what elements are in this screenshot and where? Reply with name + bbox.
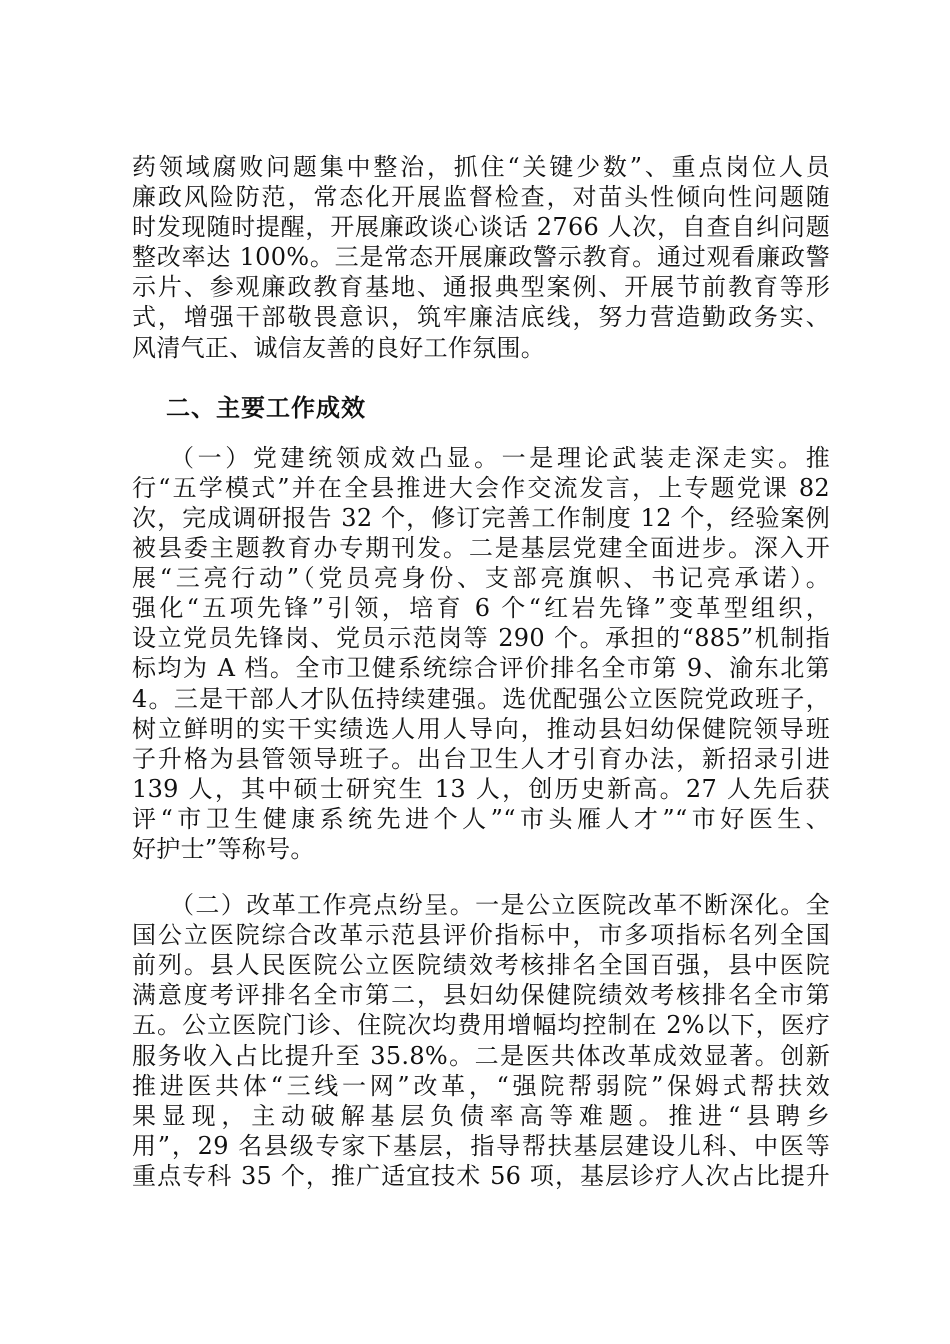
text-line: 好护士”等称号。 [132, 834, 315, 863]
text-line: 整改率达 100%。三是常态开展廉政警示教育。通过观看廉政警 [132, 243, 830, 272]
text-line: 五。公立医院门诊、住院次均费用增幅均控制在 2%以下，医疗 [132, 1011, 830, 1040]
section-heading: 二、主要工作成效 [166, 393, 366, 422]
text-line: 时发现随时提醒，开展廉政谈心谈话 2766 人次，自查自纠问题 [132, 213, 830, 242]
paragraph-continuation [132, 152, 830, 363]
text-line: 标均为 A 档。全市卫健系统综合评价排名全市第 9、渝东北第 [132, 654, 830, 683]
text-line: 服务收入占比提升至 35.8%。二是医共体改革成效显著。创新 [132, 1041, 830, 1070]
text-line: 国公立医院综合改革示范县评价指标中，市多项指标名列全国 [132, 921, 830, 950]
text-line: （二）改革工作亮点纷呈。一是公立医院改革不断深化。全 [170, 891, 830, 920]
text-line: 前列。县人民医院公立医院绩效考核排名全国百强，县中医院 [132, 951, 830, 980]
text-line: 重点专科 35 个，推广适宜技术 56 项，基层诊疗人次占比提升 [132, 1161, 830, 1190]
text-line: 果显现，主动破解基层负债率高等难题。推进“县聘乡 [132, 1101, 830, 1130]
text-line: 139 人，其中硕士研究生 13 人，创历史新高。27 人先后获 [132, 774, 830, 803]
text-line: 评“市卫生健康系统先进个人”“市头雁人才”“市好医生、 [132, 804, 830, 833]
text-line: 推进医共体“三线一网”改革，“强院帮弱院”保姆式帮扶效 [132, 1071, 830, 1100]
text-line: 用”，29 名县级专家下基层，指导帮扶基层建设儿科、中医等 [132, 1131, 830, 1160]
paragraph-gap [132, 423, 830, 443]
text-line: 廉政风险防范，常态化开展监督检查，对苗头性倾向性问题随 [132, 183, 830, 212]
text-line: 药领域腐败问题集中整治，抓住“关键少数”、重点岗位人员 [132, 153, 830, 181]
text-line: 展“三亮行动”（党员亮身份、支部亮旗帜、书记亮承诺）。 [132, 564, 830, 593]
text-line: 式，增强干部敬畏意识，筑牢廉洁底线，努力营造勤政务实、 [132, 303, 830, 332]
text-line: 被县委主题教育办专期刊发。二是基层党建全面进步。深入开 [132, 534, 830, 563]
text-line: 满意度考评排名全市第二，县妇幼保健院绩效考核排名全市第 [132, 981, 830, 1010]
text-line: 风清气正、诚信友善的良好工作氛围。 [132, 333, 546, 362]
paragraph-party-building [132, 443, 830, 864]
text-line: 4。三是干部人才队伍持续建强。选优配强公立医院党政班子， [132, 684, 830, 713]
text-line: 示片、参观廉政教育基地、通报典型案例、开展节前教育等形 [132, 273, 830, 302]
text-line: 子升格为县管领导班子。出台卫生人才引育办法，新招录引进 [132, 744, 830, 773]
document-page [132, 152, 830, 1191]
text-line: 次，完成调研报告 32 个，修订完善工作制度 12 个，经验案例 [132, 503, 830, 532]
text-line: 行“五学模式”并在全县推进大会作交流发言，上专题党课 82 [132, 473, 830, 502]
paragraph-reform [132, 890, 830, 1191]
paragraph-gap [132, 864, 830, 890]
text-line: 树立鲜明的实干实绩选人用人导向，推动县妇幼保健院领导班 [132, 714, 830, 743]
text-line: （一）党建统领成效凸显。一是理论武装走深走实。推 [170, 443, 830, 472]
paragraph-gap [132, 363, 830, 393]
text-line: 强化“五项先锋”引领，培育 6 个“红岩先锋”变革型组织， [132, 594, 830, 623]
text-line: 设立党员先锋岗、党员示范岗等 290 个。承担的“885”机制指 [132, 624, 830, 653]
